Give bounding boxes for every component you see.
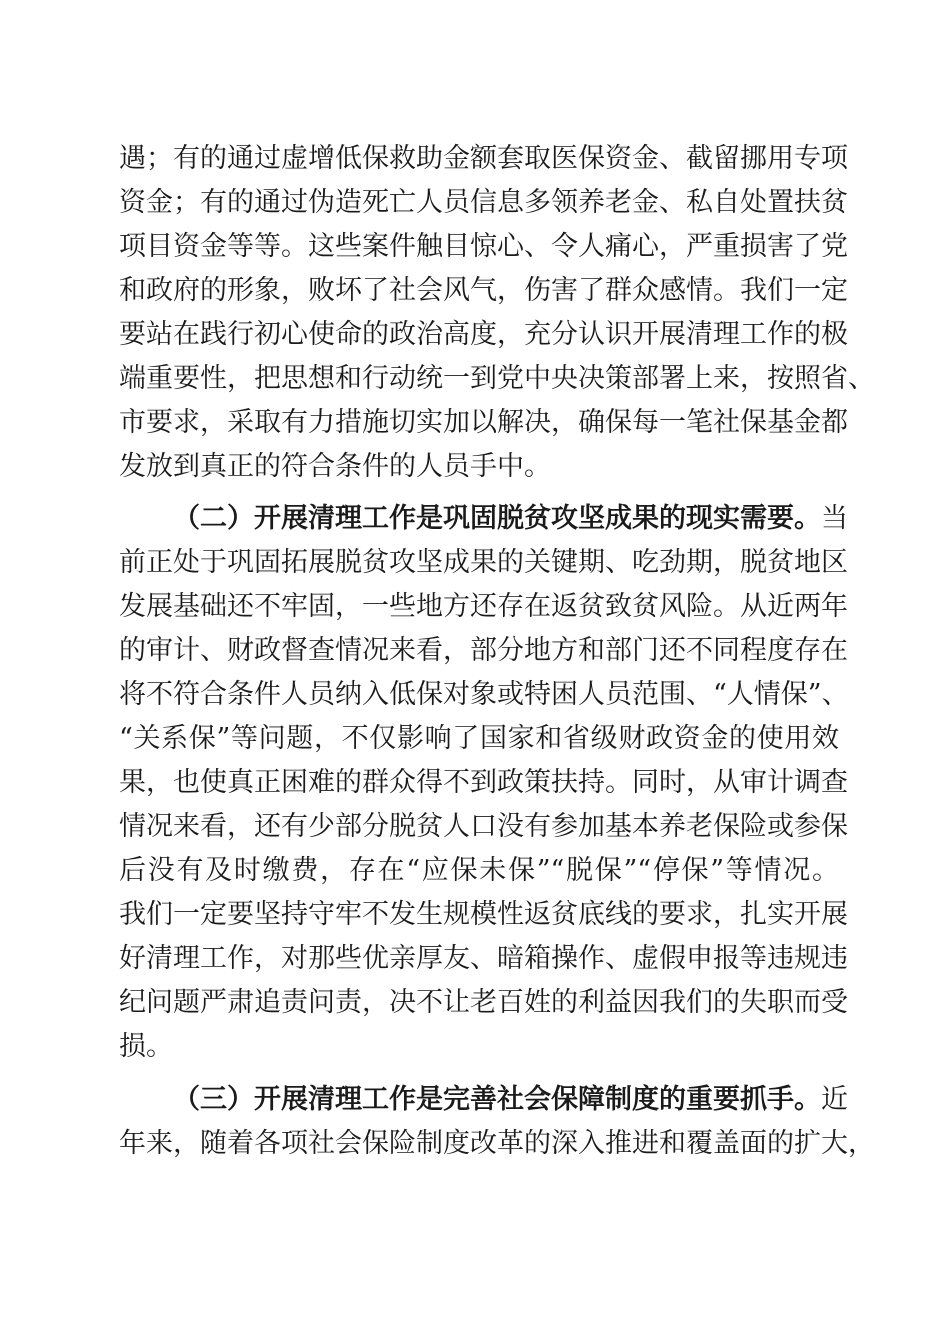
paragraph-2-line-7: 果，也使真正困难的群众得不到政策扶持。同时，从审计调查 [119, 767, 848, 798]
paragraph-3-first-line-rest: 近 [821, 1084, 848, 1115]
paragraph-1-line-7: 市要求，采取有力措施切实加以解决，确保每一笔社保基金都 [119, 407, 848, 438]
paragraph-2-line-2: 前正处于巩固拓展脱贫攻坚成果的关键期、吃劲期，脱贫地区 [119, 547, 848, 578]
paragraph-2-line-3: 发展基础还不牢固，一些地方还存在返贫致贫风险。从近两年 [119, 591, 848, 622]
paragraph-2-line-4: 的审计、财政督查情况来看，部分地方和部门还不同程度存在 [119, 635, 848, 666]
paragraph-1-line-1: 遇；有的通过虚增低保救助金额套取医保资金、截留挪用专项 [119, 143, 848, 174]
paragraph-1-line-8: 发放到真正的符合条件的人员手中。 [119, 451, 551, 482]
paragraph-2-line-8: 情况来看，还有少部分脱贫人口没有参加基本养老保险或参保 [119, 811, 848, 842]
paragraph-2-line-13: 损。 [119, 1031, 173, 1062]
paragraph-1-line-5: 要站在践行初心使命的政治高度，充分认识开展清理工作的极 [119, 319, 848, 350]
paragraph-2-line-11: 好清理工作，对那些优亲厚友、暗箱操作、虚假申报等违规违 [119, 943, 848, 974]
paragraph-2-first-line-rest: 当 [821, 503, 848, 534]
paragraph-1-line-2: 资金；有的通过伪造死亡人员信息多领养老金、私自处置扶贫 [119, 187, 848, 218]
paragraph-1-line-4: 和政府的形象，败坏了社会风气，伤害了群众感情。我们一定 [119, 275, 848, 306]
paragraph-3-heading: （三）开展清理工作是完善社会保障制度的重要抓手。 [173, 1084, 821, 1115]
paragraph-3-line-2: 年来，随着各项社会保险制度改革的深入推进和覆盖面的扩大， [119, 1128, 875, 1159]
paragraph-1-line-3: 项目资金等等。这些案件触目惊心、令人痛心，严重损害了党 [119, 231, 848, 262]
paragraph-3-first-line [173, 1078, 848, 1122]
paragraph-2-line-5: 将不符合条件人员纳入低保对象或特困人员范围、“人情保”、 [119, 679, 849, 710]
paragraph-2-line-10: 我们一定要坚持守牢不发生规模性返贫底线的要求，扎实开展 [119, 899, 848, 930]
paragraph-2-first-line [173, 497, 848, 541]
paragraph-2-line-12: 纪问题严肃追责问责，决不让老百姓的利益因我们的失职而受 [119, 987, 848, 1018]
paragraph-2-line-6: “关系保”等问题，不仅影响了国家和省级财政资金的使用效 [119, 723, 839, 754]
paragraph-2-heading: （二）开展清理工作是巩固脱贫攻坚成果的现实需要。 [173, 503, 821, 534]
paragraph-1-line-6: 端重要性，把思想和行动统一到党中央决策部署上来，按照省、 [119, 363, 875, 394]
paragraph-2-line-9: 后没有及时缴费，存在“应保未保”“脱保”“停保”等情况。 [119, 855, 839, 886]
